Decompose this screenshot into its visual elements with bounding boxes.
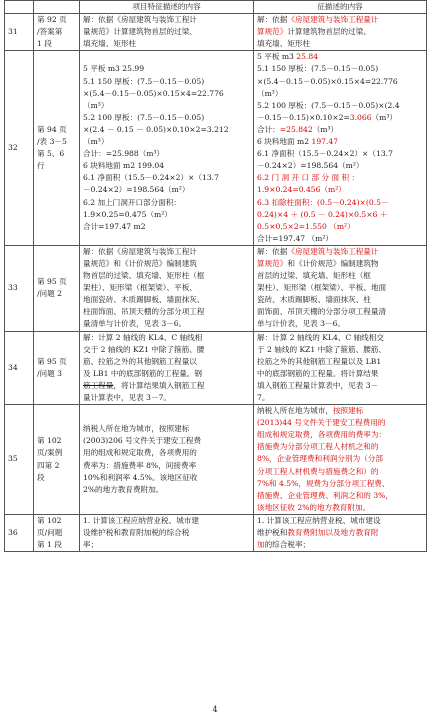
corrected-segment: 的综合税率；: [264, 540, 311, 550]
corrected-segment: 合计：: [257, 124, 280, 134]
row-number: 35: [5, 405, 34, 515]
original-line: 解：依据《房屋建筑与装饰工程计: [83, 246, 197, 256]
page-number: 4: [212, 705, 218, 714]
corrected-segment: 架柱）、矩形梁（框架梁）、平板、地面: [257, 283, 387, 293]
original-line: 交于 2 轴线的 KZ1 中除了箍筋、腰: [83, 344, 205, 354]
corrected-line: [257, 14, 423, 26]
original-line: ×(5.4－0.15－0.05)×0.15×4=22.776: [83, 88, 224, 98]
corrected-line: [257, 539, 423, 551]
location-line: 四第 2: [37, 460, 60, 470]
row-number: 32: [5, 51, 34, 246]
corrected-segment: 1. 计算该工程应纳营业税、城市建设: [257, 515, 381, 525]
corrected-line: [257, 270, 423, 282]
original-line: 率；: [83, 540, 99, 550]
corrected-line: [257, 63, 423, 75]
original-line: 合计：=25.988（m³）: [83, 149, 165, 159]
correction-highlight: 《房屋建筑与装饰工程量计: [287, 15, 379, 25]
corrected-line: [257, 332, 423, 344]
corrected-line: [257, 380, 423, 392]
corrected-line: [257, 258, 423, 270]
original-line: 物首层的过梁、填充墙、矩形柱（框: [83, 271, 205, 281]
table-row: [5, 514, 427, 551]
corrected-line: [257, 246, 423, 258]
original-line: 量规范》和《计价规范》编制建筑: [83, 258, 197, 268]
corrected-segment: 合计=197.47 （m²）: [257, 233, 333, 243]
original-line: 2%的地方教育费附加。: [83, 484, 164, 494]
corrected-line: [257, 527, 423, 539]
original-text: [80, 405, 254, 515]
header-original: 项目特征描述的内容: [80, 1, 254, 14]
corrected-line: [257, 76, 423, 88]
location-line: /表 3－5: [37, 137, 67, 147]
original-line: 量规范》计算建筑物首层的过梁、: [83, 27, 197, 37]
location-line: 1 段: [37, 39, 52, 49]
corrected-line: [257, 112, 423, 124]
corrected-segment: 填入钢筋工程量计算表中，见表 3－: [257, 380, 379, 390]
row-location: [34, 405, 80, 515]
location-line: /答案第: [37, 27, 63, 37]
corrected-text: [254, 331, 427, 405]
location-line: 行: [37, 161, 45, 171]
original-line: 5.2 100 厚板：(7.5－0.15－0.05): [83, 112, 205, 122]
correction-highlight: 0.5×0.5×2=1.550 （m²）: [257, 221, 355, 231]
corrected-line: [257, 197, 423, 209]
correction-highlight: 分项工程人材机费与措施费之和）的: [257, 466, 379, 476]
original-line: 架柱）、矩形梁（框架梁）、平板、: [83, 283, 197, 293]
correction-highlight: 算规范》: [257, 27, 288, 37]
corrected-segment: 纳税人所在地为城市，: [257, 406, 333, 416]
corrected-text: [254, 14, 427, 51]
original-line: 费率为：措施费率 8%，间接费率: [83, 460, 197, 470]
struck-text: 筋工程量: [83, 380, 114, 390]
row-number: 34: [5, 331, 34, 405]
corrected-line: [257, 160, 423, 172]
corrected-line: [257, 148, 423, 160]
row-location: [34, 514, 80, 551]
corrected-segment: 6 块料地面 m2: [257, 137, 312, 147]
corrected-line: [257, 356, 423, 368]
original-line: 设维护税和教育附加税的综合税: [83, 528, 190, 538]
location-line: 第 1 段: [37, 540, 62, 550]
corrected-line: [257, 441, 423, 453]
correction-highlight: 算规范》: [257, 258, 288, 268]
corrected-text: [254, 245, 427, 331]
corrected-line: [257, 88, 423, 100]
original-text: [80, 51, 254, 246]
row-number: 33: [5, 245, 34, 331]
table-header-row: [5, 1, 427, 14]
original-line: 10%和利润率 4.5%。该地区征收: [83, 472, 198, 482]
corrected-segment: 首层的过梁、填充墙、矩形柱（框: [257, 271, 371, 281]
header-corrected: 征描述的内容: [254, 1, 427, 14]
corrected-line: [257, 136, 423, 148]
correction-highlight: 按照建标: [332, 406, 364, 416]
correction-highlight: 6.3 扣除柱面积：(0.5－0.24)×(0.5－: [257, 197, 389, 207]
corrected-segment: 解：依据: [257, 246, 288, 256]
table-row: [5, 14, 427, 51]
corrected-segment: 面饰面、吊顶天棚的分部分项工程量清: [257, 307, 387, 317]
corrected-segment: 解：计算 2 轴线的 KL4、C 轴线相交: [257, 332, 384, 342]
errata-table: [4, 0, 427, 552]
original-line: 量清单与计价表，见表 3－6。: [83, 319, 187, 329]
original-line: 1. 计算该工程应纳营业税、城市建: [83, 515, 199, 525]
corrected-line: [257, 294, 423, 306]
original-line: 纳税人所在地为城市，按照建标: [83, 424, 190, 434]
corrected-segment: 瓷砖、木质踢脚板、墙面抹灰、柱: [257, 295, 371, 305]
row-number: 36: [5, 514, 34, 551]
location-line: 段: [37, 472, 45, 482]
corrected-segment: －0.24×2）=198.564（m²）: [257, 161, 364, 171]
original-text-segment: ，将计算结果填入钢筋工程: [113, 380, 205, 390]
corrected-line: [257, 51, 423, 63]
original-line: 6 块料地面 m2 199.04: [83, 161, 165, 171]
original-line: [83, 380, 250, 392]
corrected-segment: （m³）: [312, 124, 339, 134]
corrected-line: [257, 209, 423, 221]
corrected-line: [257, 429, 423, 441]
correction-highlight: 《房屋建筑与装饰工程量计: [287, 246, 379, 256]
corrected-line: [257, 221, 423, 233]
corrected-line: [257, 392, 423, 404]
correction-highlight: 1.9×0.24=0.456（m²）: [257, 185, 346, 195]
corrected-line: [257, 490, 423, 502]
correction-highlight: 8%，企业管理费和利润分别为（分部: [257, 454, 383, 464]
original-line: 地面瓷砖、木质踢脚板、墙面抹灰、: [83, 295, 205, 305]
corrected-segment: 中的底部钢筋的工程量。将计算结果: [257, 368, 379, 378]
corrected-line: [257, 172, 423, 184]
corrected-segment: 5.2 100 厚板：(7.5－0.15－0.05)×(2.4: [257, 100, 400, 110]
original-line: 6.2 加上门洞开口部分面积：: [83, 197, 182, 207]
corrected-line: [257, 344, 423, 356]
row-location: [34, 331, 80, 405]
correction-highlight: 197.47: [311, 137, 339, 147]
correction-highlight: 7%和 4.5%，规费为分部分项工程费、: [257, 478, 390, 488]
original-line: －0.24×2）=198.564（m²）: [83, 185, 190, 195]
original-text: [80, 245, 254, 331]
location-line: /问题 3: [37, 368, 62, 378]
row-location: [34, 14, 80, 51]
table-row: [5, 245, 427, 331]
correction-highlight: 该地区征收 2%的地方教育附加。: [257, 502, 371, 512]
correction-highlight: (2013)44 号文件关于建安工程费用的: [257, 418, 386, 428]
corrected-segment: 6.1 净面积（15.5－0.24×2）×（13.7: [257, 149, 393, 159]
corrected-segment: ×(5.4－0.15－0.05)×0.15×4=22.776: [257, 76, 398, 86]
corrected-line: [257, 124, 423, 136]
corrected-segment: 拉筋之外的其他钢筋工程量以及 LB1: [257, 356, 382, 366]
row-number: 31: [5, 14, 34, 51]
original-text: [80, 514, 254, 551]
correction-highlight: 25.84: [296, 52, 319, 62]
location-line: 第 92 页: [37, 15, 67, 25]
corrected-segment: 7。: [257, 393, 270, 402]
corrected-segment: 5.1 150 厚板：(7.5－0.15－0.05): [257, 64, 379, 74]
corrected-segment: （m³）: [371, 112, 397, 122]
corrected-line: [257, 38, 423, 50]
corrected-line: [257, 100, 423, 112]
original-line: 5 平板 m3 25.99: [83, 64, 145, 74]
corrected-line: [257, 466, 423, 478]
correction-highlight: 3.066: [349, 112, 372, 122]
location-line: 页/案例: [37, 448, 63, 458]
location-line: 第 95 页: [37, 356, 67, 366]
original-line: 合计=197.47 m2: [83, 221, 146, 231]
corrected-text: [254, 514, 427, 551]
location-line: 第 102: [37, 436, 62, 446]
corrected-line: [257, 478, 423, 490]
correction-highlight: 教育费附加以及地方教育附: [287, 528, 379, 538]
corrected-segment: （m³）: [257, 88, 283, 98]
original-line: 量计算表中，见表 3－7。: [83, 393, 172, 402]
corrected-segment: 解：依据: [257, 15, 288, 25]
correction-highlight: 6.2 门 洞 开 口 部 分 面 积 ：: [257, 173, 360, 183]
corrected-segment: 计算建筑物首层的过梁、: [287, 27, 371, 37]
corrected-segment: 5 平板 m3: [257, 52, 297, 62]
corrected-segment: 和《计价规范》编制建筑物: [287, 258, 379, 268]
location-line: 第 94 页: [37, 124, 67, 134]
corrected-line: [257, 318, 423, 330]
corrected-line: [257, 184, 423, 196]
original-line: ×(2.4 － 0.15 － 0.05)×0.10×2=3.212: [83, 124, 229, 134]
original-line: 5.1 150 厚板：(7.5－0.15－0.05): [83, 76, 205, 86]
corrected-text: [254, 51, 427, 246]
corrected-line: [257, 502, 423, 514]
corrected-line: [257, 515, 423, 527]
table-row: [5, 331, 427, 405]
original-line: （m³）: [83, 137, 109, 147]
corrected-segment: 单与计价表，见表 3－6。: [257, 319, 346, 329]
original-line: 用的组成和规定取费，各项费用的: [83, 448, 197, 458]
correction-highlight: 组成和规定取费，各项费用的费率为：: [257, 430, 387, 440]
header-number: [5, 1, 34, 14]
corrected-segment: 维护税和: [257, 528, 288, 538]
corrected-line: [257, 405, 423, 417]
corrected-line: [257, 26, 423, 38]
row-location: [34, 51, 80, 246]
table-row: [5, 51, 427, 246]
original-line: 及 LB1 中的底部钢筋的工程量。钢: [83, 368, 202, 378]
location-line: 第 95 页: [37, 277, 67, 287]
table-row: [5, 405, 427, 515]
original-line: 填充墙、矩形柱: [83, 39, 137, 49]
original-line: 解：依据《房屋建筑与装饰工程计: [83, 15, 197, 25]
original-text: [80, 14, 254, 51]
original-line: （m³）: [83, 100, 109, 110]
original-line: 6.1 净面积（15.5－0.24×2）×（13.7: [83, 173, 219, 183]
row-location: [34, 245, 80, 331]
header-location: [34, 1, 80, 14]
location-line: /问题 2: [37, 289, 62, 299]
corrected-segment: 于 2 轴线的 KZ1 中除了箍筋、腰筋、: [257, 344, 386, 354]
location-line: 第 102: [37, 515, 62, 525]
corrected-line: [257, 282, 423, 294]
corrected-line: [257, 233, 423, 245]
correction-highlight: 0.24)×4 ＋ (0.5 － 0.24)×0.5×6 ＋: [257, 209, 388, 219]
corrected-text: [254, 405, 427, 515]
corrected-segment: 填充墙、矩形柱: [257, 39, 311, 49]
correction-highlight: 措施费为分部分项工程人材机之和的: [257, 442, 379, 452]
correction-highlight: =25.842: [279, 124, 313, 134]
original-line: (2003)206 号文件关于建安工程费: [83, 436, 202, 446]
corrected-line: [257, 453, 423, 465]
original-line: 1.9×0.25=0.475（m²）: [83, 209, 172, 219]
original-line: 解：计算 2 轴线的 KL4、C 轴线相: [83, 332, 203, 342]
location-line: 第 5、6: [37, 149, 65, 159]
original-text: [80, 331, 254, 405]
corrected-segment: －0.15－0.15)×0.10×2=: [257, 112, 350, 122]
corrected-line: [257, 417, 423, 429]
location-line: 页/问题: [37, 528, 63, 538]
original-line: 柱面饰面、吊顶天棚的分部分项工程: [83, 307, 205, 317]
corrected-line: [257, 368, 423, 380]
original-line: 筋、拉筋之外的其他钢筋工程量以: [83, 356, 197, 366]
correction-highlight: 加: [257, 540, 265, 550]
corrected-line: [257, 306, 423, 318]
correction-highlight: 措施费、企业管理费、利润之和的 3%，: [257, 490, 393, 500]
